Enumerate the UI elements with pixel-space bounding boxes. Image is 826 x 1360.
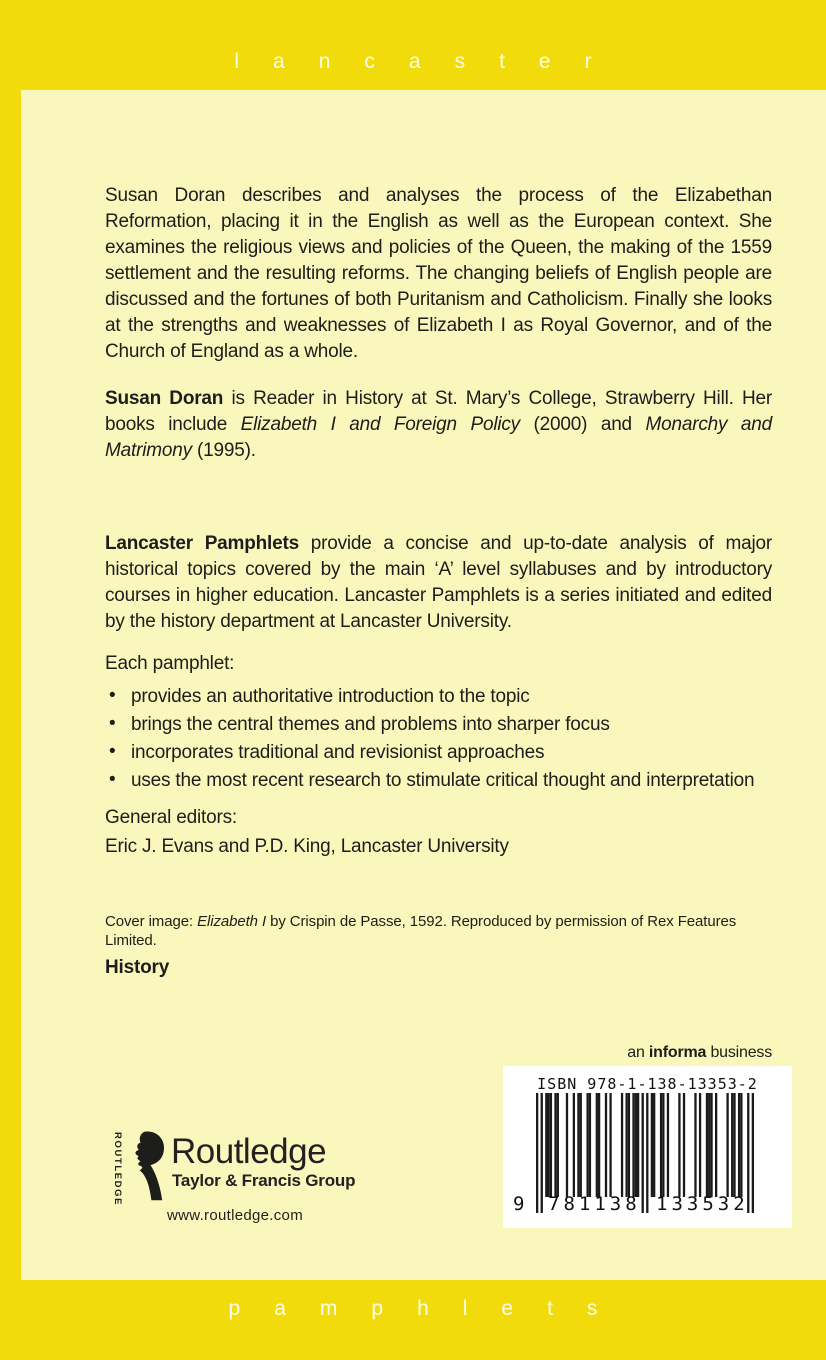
feature-item: • incorporates traditional and revisionist approaches — [109, 741, 545, 763]
barcode-digits-group2: 133532 — [656, 1193, 749, 1215]
informa-business-line: an informa business — [627, 1044, 772, 1061]
general-editors-block — [105, 805, 772, 860]
general-editors-label: General editors: — [105, 807, 237, 828]
each-pamphlet-heading: Each pamphlet: — [105, 653, 235, 674]
barcode-digits-group1: 781138 — [548, 1193, 641, 1215]
pamphlet-features-list — [105, 684, 772, 796]
bullet-icon: • — [109, 713, 116, 734]
bullet-icon: • — [109, 769, 116, 790]
author-bio-paragraph: Susan Doran is Reader in History at St. Mary’s College, Strawberry Hill. Her books include Elizabeth I and Foreign Policy (2000) and Monarchy and Matrimony (1995). — [105, 388, 772, 461]
routledge-vertical-text: ROUTLEDGE — [112, 1132, 123, 1207]
series-band-bottom-label: pamphlets — [228, 1297, 632, 1320]
feature-item: • uses the most recent research to stimulate critical thought and interpretation — [109, 769, 755, 791]
feature-item: • provides an authoritative introduction to the topic — [109, 685, 530, 707]
series-description-paragraph: Lancaster Pamphlets provide a concise and up-to-date analysis of major historical topics covered by the main ‘A’ level syllabuses and by introductory courses in higher education. Lancaster Pamphlets is a series initiated and edited by the history department at Lancaster University. — [105, 533, 772, 632]
routledge-r-mark — [127, 1130, 165, 1202]
subject-label: History — [105, 957, 170, 978]
taylor-francis-tagline: Taylor & Francis Group — [172, 1171, 356, 1190]
isbn-number: ISBN 978-1-138-13353-2 — [537, 1075, 758, 1093]
bullet-icon: • — [109, 685, 116, 706]
cover-image-credit: Cover image: Elizabeth I by Crispin de Passe, 1592. Reproduced by permission of Rex Features Limited. — [105, 913, 737, 949]
routledge-wordmark: Routledge — [171, 1132, 327, 1171]
bullet-icon: • — [109, 741, 116, 762]
series-band-top-label: lancaster — [234, 50, 626, 73]
barcode-digit-lead: 9 — [513, 1193, 525, 1215]
synopsis-paragraph: Susan Doran describes and analyses the process of the Elizabethan Reformation, placing it in the English as well as the European context. She examines the religious views and policies of the Queen, the making of the 1559 settlement and the resulting reforms. The changing beliefs of English people are discussed and the fortunes of both Puritanism and Catholicism. Finally she looks at the strengths and weaknesses of Elizabeth I as Royal Governor, and of the Church of England as a whole. — [105, 185, 772, 362]
feature-item: • brings the central themes and problems into sharper focus — [109, 713, 610, 735]
routledge-url: www.routledge.com — [167, 1207, 303, 1224]
barcode-panel — [503, 1066, 792, 1228]
general-editors-names: Eric J. Evans and P.D. King, Lancaster University — [105, 836, 509, 857]
